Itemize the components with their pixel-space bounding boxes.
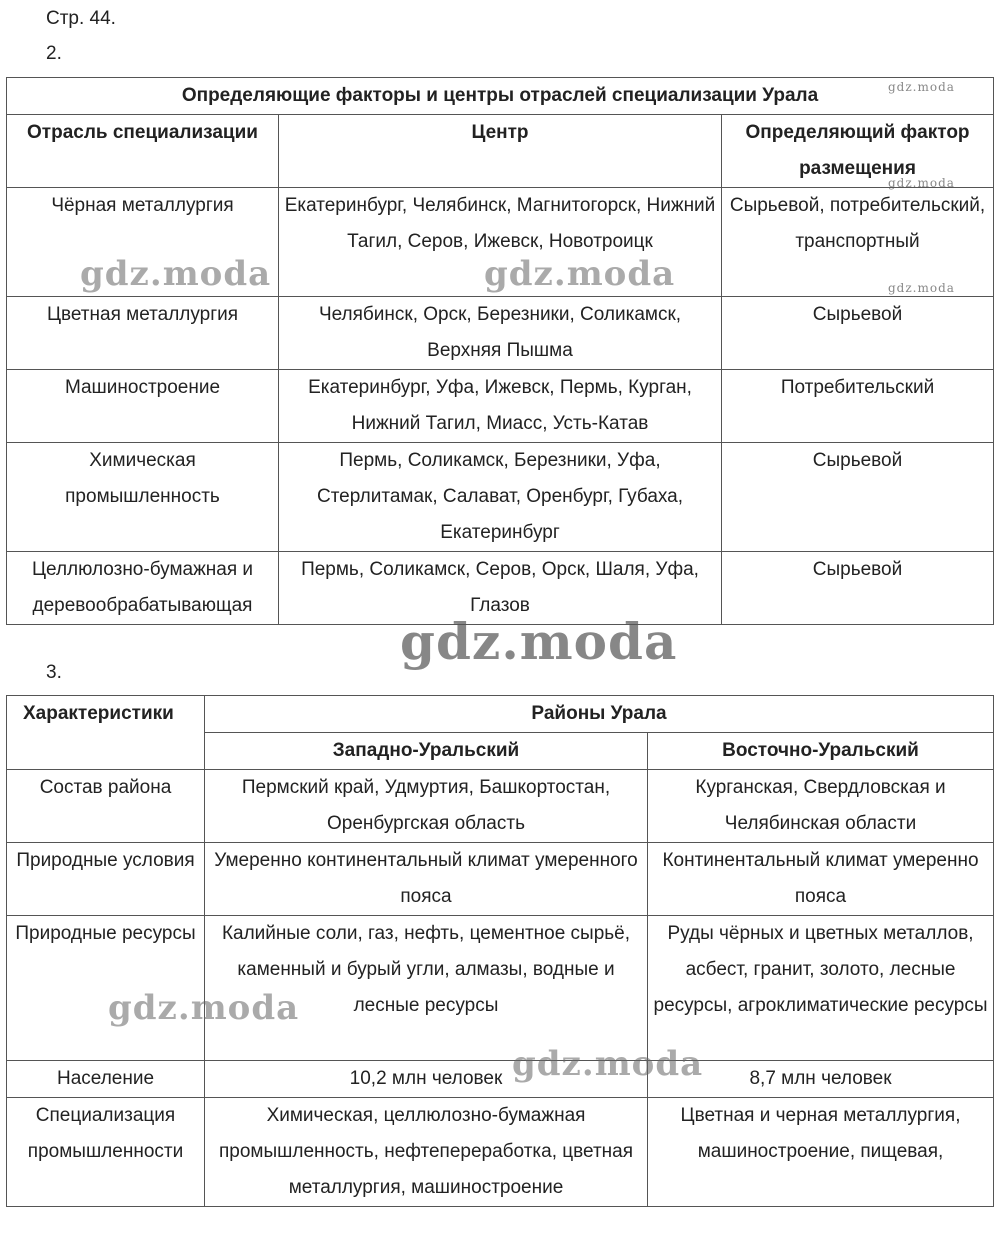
- branch-cell: Целлюлозно-бумажная и деревообрабатывающая: [7, 552, 279, 625]
- watermark: gdz.moda: [888, 281, 955, 295]
- west-cell: 10,2 млн человек: [205, 1061, 648, 1098]
- west-cell: Пермский край, Удмуртия, Башкортостан, Оренбургская область: [205, 770, 648, 843]
- watermark: gdz.moda: [512, 1044, 704, 1084]
- factor-cell: Сырьевой: [722, 443, 994, 552]
- table-row: [7, 297, 994, 370]
- center-cell: Екатеринбург, Уфа, Ижевск, Пермь, Курган, Нижний Тагил, Миасс, Усть-Катав: [279, 370, 722, 443]
- branch-cell: Чёрная металлургия: [7, 188, 279, 297]
- table-title-text: Определяющие факторы и центры отраслей специализации Урала: [181, 85, 819, 106]
- table-row: [7, 1061, 994, 1098]
- header-branch: Отрасль специализации: [7, 115, 279, 188]
- east-cell: 8,7 млн человек: [648, 1061, 994, 1098]
- branch-cell: Химическая промышленность: [7, 443, 279, 552]
- east-cell: Руды чёрных и цветных металлов, асбест, гранит, золото, лесные ресурсы, агроклиматические ресурсы: [648, 916, 994, 1061]
- specialization-factors-table: [6, 77, 994, 625]
- table-title: [7, 78, 994, 115]
- header-center: Центр: [279, 115, 722, 188]
- header-characteristics: Характеристики: [7, 696, 205, 770]
- factor-cell: Сырьевой: [722, 297, 994, 370]
- center-cell: Челябинск, Орск, Березники, Соликамск, Верхняя Пышма: [279, 297, 722, 370]
- east-cell: Цветная и черная металлургия, машиностроение, пищевая,: [648, 1098, 994, 1207]
- header-regions: Районы Урала: [205, 696, 994, 733]
- west-cell: Калийные соли, газ, нефть, цементное сырьё, каменный и бурый угли, алмазы, водные и лесные ресурсы: [205, 916, 648, 1061]
- characteristic-cell: Население: [7, 1061, 205, 1098]
- west-cell: Химическая, целлюлозно-бумажная промышленность, нефтепереработка, цветная металлургия, машиностроение: [205, 1098, 648, 1207]
- ural-regions-table: [6, 695, 994, 1207]
- west-cell: Умеренно континентальный климат умеренного пояса: [205, 843, 648, 916]
- header-west: Западно-Уральский: [205, 733, 648, 770]
- watermark: gdz.moda: [108, 988, 300, 1028]
- header-factor: Определяющий фактор размещения: [722, 115, 994, 188]
- table-row: [7, 370, 994, 443]
- watermark: gdz.moda: [888, 80, 955, 94]
- east-cell: Континентальный климат умеренно пояса: [648, 843, 994, 916]
- watermark: gdz.moda: [80, 254, 272, 294]
- center-cell: Пермь, Соликамск, Березники, Уфа, Стерлитамак, Салават, Оренбург, Губаха, Екатеринбург: [279, 443, 722, 552]
- center-cell: Екатеринбург, Челябинск, Магнитогорск, Нижний Тагил, Серов, Ижевск, Новотроицк: [279, 188, 722, 297]
- table-row: [7, 1098, 994, 1207]
- task-2-number: 2.: [46, 43, 62, 64]
- table-row: [7, 770, 994, 843]
- table-row: [7, 443, 994, 552]
- watermark: gdz.moda: [484, 254, 676, 294]
- east-cell: Курганская, Свердловская и Челябинская области: [648, 770, 994, 843]
- watermark: gdz.moda: [888, 176, 955, 190]
- characteristic-cell: Природные условия: [7, 843, 205, 916]
- watermark: gdz.moda: [400, 612, 678, 671]
- branch-cell: Цветная металлургия: [7, 297, 279, 370]
- page-number-label: Стр. 44.: [46, 8, 116, 29]
- table-row: [7, 552, 994, 625]
- table-row: [7, 843, 994, 916]
- factor-cell: Сырьевой, потребительский, транспортный: [722, 188, 994, 297]
- center-cell: Пермь, Соликамск, Серов, Орск, Шаля, Уфа, Глазов: [279, 552, 722, 625]
- task-3-number: 3.: [46, 662, 62, 683]
- table-row: [7, 188, 994, 297]
- characteristic-cell: Состав района: [7, 770, 205, 843]
- characteristic-cell: Специализация промышленности: [7, 1098, 205, 1207]
- table-row: [7, 916, 994, 1061]
- branch-cell: Машиностроение: [7, 370, 279, 443]
- factor-cell: Потребительский: [722, 370, 994, 443]
- characteristic-cell: Природные ресурсы: [7, 916, 205, 1061]
- factor-cell: Сырьевой: [722, 552, 994, 625]
- header-east: Восточно-Уральский: [648, 733, 994, 770]
